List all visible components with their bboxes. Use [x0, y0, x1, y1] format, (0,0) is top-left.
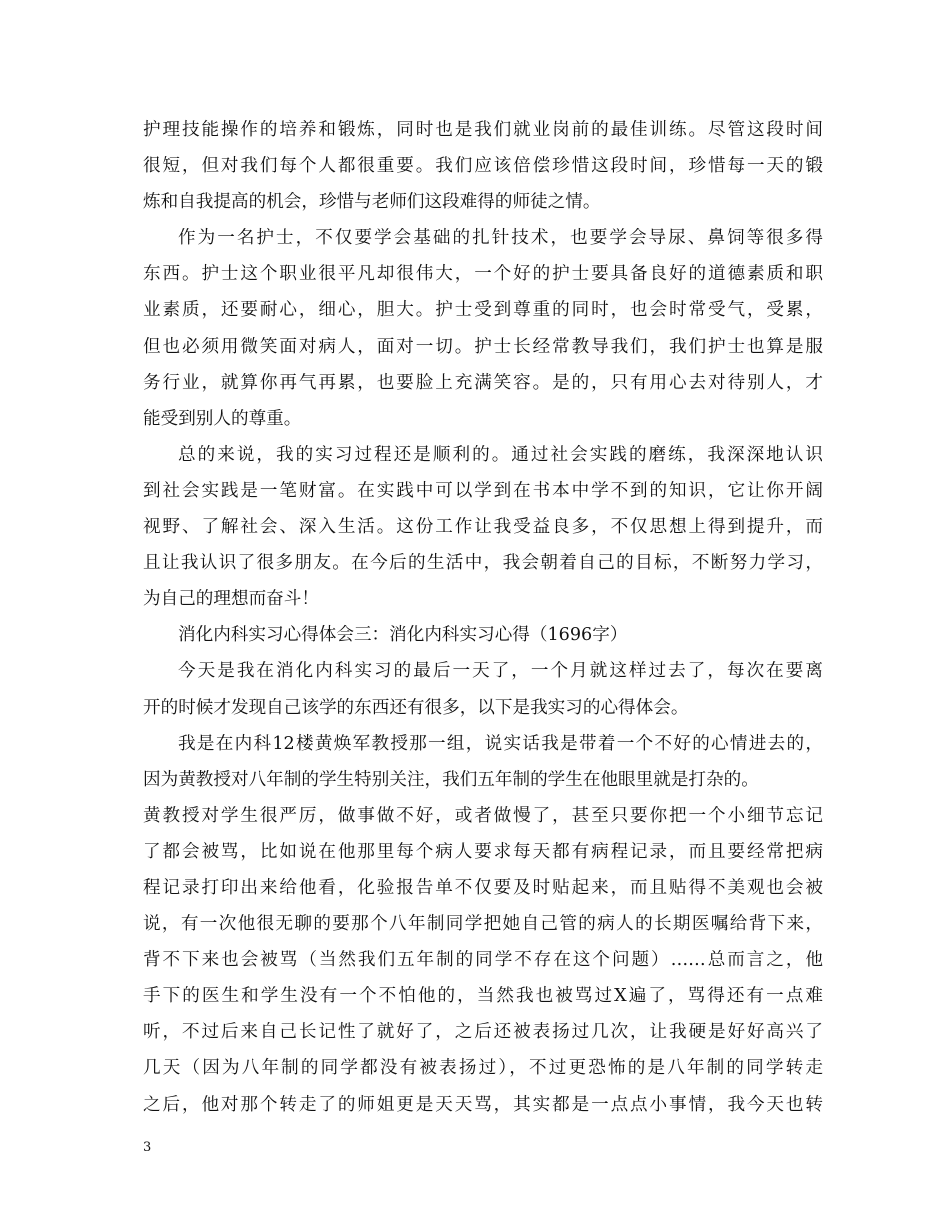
text-line: 听，不过后来自己长记性了就好了，之后还被表扬过几次，让我硬是好好高兴了	[143, 1022, 823, 1043]
text-line: 背不下来也会被骂（当然我们五年制的同学不存在这个问题）……总而言之，他	[143, 950, 823, 971]
text-line: 开的时候才发现自己该学的东西还有很多，以下是我实习的心得体会。	[143, 697, 689, 718]
text-line: 作为一名护士，不仅要学会基础的扎针技术，也要学会导尿、鼻饲等很多得	[178, 228, 823, 249]
text-line: 很短，但对我们每个人都很重要。我们应该倍偿珍惜这段时间，珍惜每一天的锻	[143, 156, 823, 177]
text-line: 为自己的理想而奋斗！	[143, 589, 319, 610]
text-line: 我是在内科12楼黄焕军教授那一组，说实话我是带着一个不好的心情进去的，	[178, 733, 823, 754]
text-line: 护理技能操作的培养和锻炼，同时也是我们就业岗前的最佳训练。尽管这段时间	[143, 120, 823, 140]
text-line: 业素质，还要耐心，细心，胆大。护士受到尊重的同时，也会时常受气，受累，	[143, 300, 823, 321]
text-line: 几天（因为八年制的同学都没有被表扬过），不过更恐怖的是八年制的同学转走	[143, 1058, 823, 1079]
text-line: 总的来说，我的实习过程还是顺利的。通过社会实践的磨练，我深深地认识	[178, 444, 823, 465]
text-line: 程记录打印出来给他看，化验报告单不仅要及时贴起来，而且贴得不美观也会被	[143, 877, 823, 898]
text-line: 东西。护士这个职业很平凡却很伟大，一个好的护士要具备良好的道德素质和职	[143, 264, 823, 285]
text-line: 务行业，就算你再气再累，也要脸上充满笑容。是的，只有用心去对待别人，才	[143, 372, 823, 393]
text-line: 消化内科实习心得体会三：消化内科实习心得（1696字）	[178, 625, 628, 646]
text-line: 且让我认识了很多朋友。在今后的生活中，我会朝着自己的目标，不断努力学习，	[143, 553, 823, 574]
text-line: 因为黄教授对八年制的学生特别关注，我们五年制的学生在他眼里就是打杂的。	[143, 769, 759, 790]
text-line: 了都会被骂，比如说在他那里每个病人要求每天都有病程记录，而且要经常把病	[143, 841, 823, 862]
text-line: 炼和自我提高的机会，珍惜与老师们这段难得的师徒之情。	[143, 192, 601, 213]
page-number: 3	[143, 1140, 152, 1155]
text-line: 之后，他对那个转走了的师姐更是天天骂，其实都是一点点小事情，我今天也转	[143, 1094, 823, 1115]
text-line: 到社会实践是一笔财富。在实践中可以学到在书本中学不到的知识，它让你开阔	[143, 480, 823, 501]
text-line: 今天是我在消化内科实习的最后一天了，一个月就这样过去了，每次在要离	[178, 661, 823, 682]
document-body	[143, 112, 823, 1123]
text-line: 说，有一次他很无聊的要那个八年制同学把她自己管的病人的长期医嘱给背下来，	[143, 914, 823, 935]
text-line: 但也必须用微笑面对病人，面对一切。护士长经常教导我们，我们护士也算是服	[143, 336, 823, 357]
text-line: 黄教授对学生很严厉，做事做不好，或者做慢了，甚至只要你把一个小细节忘记	[143, 805, 823, 826]
text-line: 视野、了解社会、深入生活。这份工作让我受益良多，不仅思想上得到提升，而	[143, 517, 823, 538]
text-line: 手下的医生和学生没有一个不怕他的，当然我也被骂过X遍了，骂得还有一点难	[143, 986, 823, 1007]
text-line: 能受到别人的尊重。	[143, 408, 302, 429]
